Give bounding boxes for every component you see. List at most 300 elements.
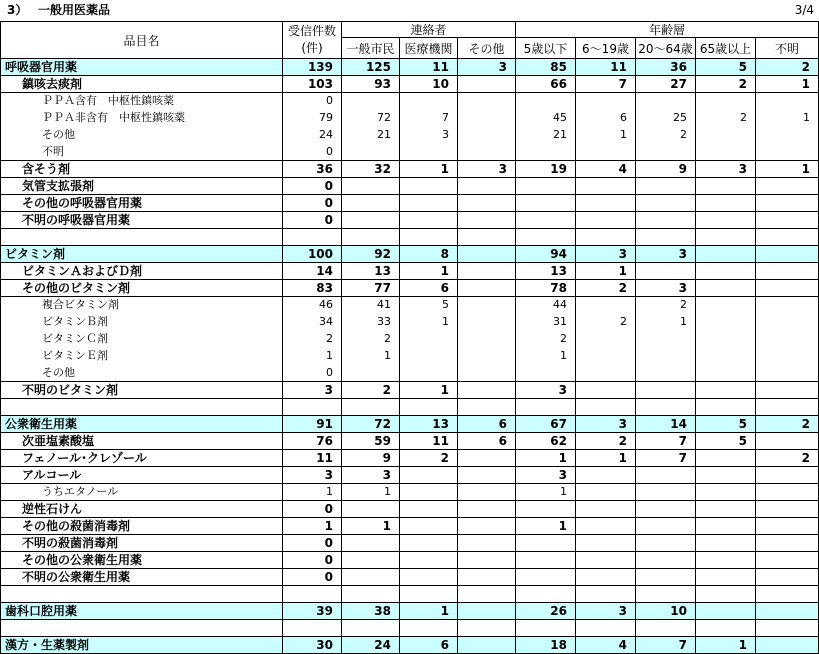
header-age-20-64: 20～64歳 bbox=[636, 38, 696, 59]
age-5-under-cell: 19 bbox=[516, 161, 576, 178]
received-count-cell: 34 bbox=[283, 314, 342, 331]
age-unknown-cell bbox=[756, 93, 819, 110]
age-5-under-cell: 26 bbox=[516, 603, 576, 620]
received-count-cell: 46 bbox=[283, 297, 342, 314]
age-5-under-cell: 62 bbox=[516, 433, 576, 450]
title-bar bbox=[0, 0, 819, 21]
received-count-cell: 3 bbox=[283, 382, 342, 399]
age-5-under-cell bbox=[516, 144, 576, 161]
age-5-under-cell bbox=[516, 212, 576, 229]
empty-cell bbox=[516, 586, 576, 603]
age-6-19-cell: 1 bbox=[576, 127, 636, 144]
item-name-cell: 複合ビタミン剤 bbox=[0, 297, 283, 314]
received-count-cell: 0 bbox=[283, 144, 342, 161]
header-received-count bbox=[283, 21, 342, 59]
contact-other-cell bbox=[458, 246, 516, 263]
contact-medical-cell bbox=[400, 501, 458, 518]
age-65-over-cell bbox=[696, 263, 756, 280]
age-6-19-cell bbox=[576, 518, 636, 535]
age-6-19-cell: 2 bbox=[576, 314, 636, 331]
contact-public-cell bbox=[342, 178, 400, 195]
contact-public-cell: 9 bbox=[342, 450, 400, 467]
received-count-cell: 0 bbox=[283, 552, 342, 569]
contact-medical-cell bbox=[400, 535, 458, 552]
item-name-cell: 不明の呼吸器官用薬 bbox=[0, 212, 283, 229]
age-6-19-cell: 4 bbox=[576, 161, 636, 178]
empty-cell bbox=[342, 620, 400, 637]
age-20-64-cell bbox=[636, 535, 696, 552]
age-65-over-cell bbox=[696, 569, 756, 586]
received-count-cell: 1 bbox=[283, 348, 342, 365]
age-unknown-cell bbox=[756, 263, 819, 280]
age-unknown-cell bbox=[756, 314, 819, 331]
item-name-cell: ビタミンＢ剤 bbox=[0, 314, 283, 331]
age-65-over-cell bbox=[696, 535, 756, 552]
contact-other-cell bbox=[458, 569, 516, 586]
item-name-cell: 呼吸器官用薬 bbox=[0, 59, 283, 76]
age-65-over-cell bbox=[696, 195, 756, 212]
table-row bbox=[0, 467, 819, 484]
contact-other-cell bbox=[458, 552, 516, 569]
empty-cell bbox=[636, 586, 696, 603]
age-6-19-cell bbox=[576, 552, 636, 569]
age-6-19-cell: 7 bbox=[576, 76, 636, 93]
received-count-cell: 0 bbox=[283, 212, 342, 229]
empty-cell bbox=[0, 586, 283, 603]
age-20-64-cell bbox=[636, 484, 696, 501]
item-name-cell: 含そう剤 bbox=[0, 161, 283, 178]
table-row bbox=[0, 178, 819, 195]
item-name-cell: 鎮咳去痰剤 bbox=[0, 76, 283, 93]
contact-medical-cell: 7 bbox=[400, 110, 458, 127]
contact-public-cell: 1 bbox=[342, 348, 400, 365]
contact-medical-cell: 11 bbox=[400, 59, 458, 76]
table-row bbox=[0, 127, 819, 144]
age-65-over-cell bbox=[696, 144, 756, 161]
contact-other-cell bbox=[458, 637, 516, 654]
received-count-cell: 0 bbox=[283, 365, 342, 382]
contact-public-cell bbox=[342, 93, 400, 110]
section-number: 3） bbox=[7, 3, 28, 17]
contact-medical-cell bbox=[400, 93, 458, 110]
empty-cell bbox=[0, 229, 283, 246]
table-body bbox=[0, 59, 819, 654]
age-unknown-cell: 2 bbox=[756, 416, 819, 433]
category-row bbox=[0, 416, 819, 433]
item-name-cell: ビタミンＡおよびＤ剤 bbox=[0, 263, 283, 280]
received-count-cell: 14 bbox=[283, 263, 342, 280]
age-65-over-cell bbox=[696, 552, 756, 569]
contact-medical-cell bbox=[400, 212, 458, 229]
contact-other-cell bbox=[458, 93, 516, 110]
received-count-cell: 0 bbox=[283, 195, 342, 212]
empty-cell bbox=[756, 620, 819, 637]
item-name-cell: 次亜塩素酸塩 bbox=[0, 433, 283, 450]
age-5-under-cell: 94 bbox=[516, 246, 576, 263]
age-65-over-cell bbox=[696, 127, 756, 144]
age-5-under-cell bbox=[516, 178, 576, 195]
item-name-cell: うちエタノール bbox=[0, 484, 283, 501]
empty-cell bbox=[516, 620, 576, 637]
contact-other-cell bbox=[458, 144, 516, 161]
empty-cell bbox=[400, 586, 458, 603]
age-5-under-cell bbox=[516, 569, 576, 586]
contact-public-cell: 77 bbox=[342, 280, 400, 297]
age-20-64-cell bbox=[636, 518, 696, 535]
age-5-under-cell: 1 bbox=[516, 518, 576, 535]
age-65-over-cell bbox=[696, 603, 756, 620]
table-row bbox=[0, 110, 819, 127]
age-unknown-cell bbox=[756, 433, 819, 450]
table-row bbox=[0, 518, 819, 535]
contact-public-cell bbox=[342, 535, 400, 552]
page-number: 3/4 bbox=[794, 3, 814, 17]
empty-cell bbox=[342, 399, 400, 416]
received-count-cell: 0 bbox=[283, 535, 342, 552]
item-name-cell: ＰＰＡ非含有 中枢性鎮咳薬 bbox=[0, 110, 283, 127]
contact-other-cell bbox=[458, 382, 516, 399]
age-5-under-cell: 78 bbox=[516, 280, 576, 297]
contact-public-cell: 38 bbox=[342, 603, 400, 620]
age-6-19-cell bbox=[576, 365, 636, 382]
received-count-cell: 1 bbox=[283, 518, 342, 535]
empty-cell bbox=[283, 620, 342, 637]
empty-cell bbox=[458, 586, 516, 603]
table-row bbox=[0, 212, 819, 229]
age-6-19-cell bbox=[576, 297, 636, 314]
age-6-19-cell bbox=[576, 93, 636, 110]
age-20-64-cell bbox=[636, 501, 696, 518]
contact-public-cell: 125 bbox=[342, 59, 400, 76]
age-20-64-cell: 9 bbox=[636, 161, 696, 178]
received-count-cell: 30 bbox=[283, 637, 342, 654]
contact-public-cell: 41 bbox=[342, 297, 400, 314]
age-6-19-cell bbox=[576, 178, 636, 195]
contact-public-cell: 72 bbox=[342, 416, 400, 433]
empty-cell bbox=[283, 229, 342, 246]
received-count-cell: 0 bbox=[283, 569, 342, 586]
item-name-cell: 公衆衛生用薬 bbox=[0, 416, 283, 433]
age-20-64-cell bbox=[636, 348, 696, 365]
contact-medical-cell: 1 bbox=[400, 314, 458, 331]
age-5-under-cell bbox=[516, 195, 576, 212]
header-contact-other: その他 bbox=[458, 38, 516, 59]
contact-other-cell bbox=[458, 280, 516, 297]
table-row bbox=[0, 161, 819, 178]
empty-cell bbox=[283, 586, 342, 603]
contact-other-cell bbox=[458, 348, 516, 365]
age-20-64-cell bbox=[636, 467, 696, 484]
age-5-under-cell bbox=[516, 93, 576, 110]
contact-other-cell bbox=[458, 501, 516, 518]
received-count-cell: 76 bbox=[283, 433, 342, 450]
spacer-row bbox=[0, 586, 819, 603]
contact-other-cell: 6 bbox=[458, 433, 516, 450]
empty-cell bbox=[576, 229, 636, 246]
age-6-19-cell bbox=[576, 569, 636, 586]
header-age-5-under: 5歳以下 bbox=[516, 38, 576, 59]
age-65-over-cell: 5 bbox=[696, 59, 756, 76]
contact-medical-cell: 1 bbox=[400, 382, 458, 399]
age-20-64-cell: 3 bbox=[636, 280, 696, 297]
contact-other-cell bbox=[458, 331, 516, 348]
age-20-64-cell bbox=[636, 569, 696, 586]
contact-medical-cell bbox=[400, 331, 458, 348]
received-count-cell: 36 bbox=[283, 161, 342, 178]
received-count-cell: 1 bbox=[283, 484, 342, 501]
contact-medical-cell bbox=[400, 144, 458, 161]
received-count-cell: 100 bbox=[283, 246, 342, 263]
age-20-64-cell: 36 bbox=[636, 59, 696, 76]
age-20-64-cell bbox=[636, 144, 696, 161]
table-row bbox=[0, 365, 819, 382]
contact-medical-cell bbox=[400, 484, 458, 501]
age-unknown-cell bbox=[756, 297, 819, 314]
empty-cell bbox=[516, 399, 576, 416]
table-row bbox=[0, 348, 819, 365]
section-title: 一般用医薬品 bbox=[38, 3, 111, 17]
item-name-cell: その他のビタミン剤 bbox=[0, 280, 283, 297]
empty-cell bbox=[458, 229, 516, 246]
category-row bbox=[0, 59, 819, 76]
age-65-over-cell: 5 bbox=[696, 416, 756, 433]
item-name-cell: ビタミン剤 bbox=[0, 246, 283, 263]
age-5-under-cell: 67 bbox=[516, 416, 576, 433]
contact-public-cell: 2 bbox=[342, 331, 400, 348]
age-5-under-cell: 21 bbox=[516, 127, 576, 144]
contact-public-cell: 13 bbox=[342, 263, 400, 280]
age-5-under-cell: 18 bbox=[516, 637, 576, 654]
age-6-19-cell: 3 bbox=[576, 603, 636, 620]
age-6-19-cell: 11 bbox=[576, 59, 636, 76]
table-row bbox=[0, 280, 819, 297]
age-unknown-cell bbox=[756, 603, 819, 620]
age-unknown-cell: 1 bbox=[756, 110, 819, 127]
empty-cell bbox=[516, 229, 576, 246]
received-count-cell: 3 bbox=[283, 467, 342, 484]
contact-public-cell: 1 bbox=[342, 484, 400, 501]
age-5-under-cell: 2 bbox=[516, 331, 576, 348]
contact-medical-cell bbox=[400, 518, 458, 535]
age-20-64-cell: 3 bbox=[636, 246, 696, 263]
age-65-over-cell bbox=[696, 365, 756, 382]
age-65-over-cell bbox=[696, 450, 756, 467]
age-65-over-cell bbox=[696, 178, 756, 195]
age-6-19-cell: 3 bbox=[576, 416, 636, 433]
age-6-19-cell bbox=[576, 484, 636, 501]
age-20-64-cell: 7 bbox=[636, 433, 696, 450]
age-5-under-cell: 31 bbox=[516, 314, 576, 331]
header-age-6-19: 6～19歳 bbox=[576, 38, 636, 59]
age-65-over-cell bbox=[696, 297, 756, 314]
table-row bbox=[0, 433, 819, 450]
contact-public-cell: 3 bbox=[342, 467, 400, 484]
received-count-cell: 2 bbox=[283, 331, 342, 348]
contact-medical-cell bbox=[400, 552, 458, 569]
contact-medical-cell bbox=[400, 467, 458, 484]
contact-other-cell bbox=[458, 518, 516, 535]
contact-public-cell bbox=[342, 212, 400, 229]
age-unknown-cell bbox=[756, 178, 819, 195]
age-20-64-cell: 25 bbox=[636, 110, 696, 127]
age-6-19-cell bbox=[576, 195, 636, 212]
age-unknown-cell bbox=[756, 535, 819, 552]
item-name-cell: フェノール･クレゾール bbox=[0, 450, 283, 467]
contact-medical-cell: 6 bbox=[400, 280, 458, 297]
empty-cell bbox=[696, 620, 756, 637]
received-count-cell: 11 bbox=[283, 450, 342, 467]
table-row bbox=[0, 569, 819, 586]
item-name-cell: その他の呼吸器官用薬 bbox=[0, 195, 283, 212]
age-unknown-cell bbox=[756, 348, 819, 365]
age-unknown-cell: 1 bbox=[756, 161, 819, 178]
age-20-64-cell bbox=[636, 93, 696, 110]
age-5-under-cell: 1 bbox=[516, 450, 576, 467]
contact-other-cell: 3 bbox=[458, 161, 516, 178]
age-unknown-cell bbox=[756, 365, 819, 382]
contact-other-cell bbox=[458, 212, 516, 229]
table-row bbox=[0, 450, 819, 467]
table-row bbox=[0, 382, 819, 399]
age-20-64-cell: 10 bbox=[636, 603, 696, 620]
header-received-count-unit: (件) bbox=[301, 41, 323, 55]
item-name-cell: 歯科口腔用薬 bbox=[0, 603, 283, 620]
contact-public-cell: 32 bbox=[342, 161, 400, 178]
age-65-over-cell bbox=[696, 246, 756, 263]
contact-medical-cell: 8 bbox=[400, 246, 458, 263]
empty-cell bbox=[400, 229, 458, 246]
age-6-19-cell: 3 bbox=[576, 246, 636, 263]
empty-cell bbox=[283, 399, 342, 416]
contact-public-cell bbox=[342, 552, 400, 569]
contact-other-cell bbox=[458, 127, 516, 144]
age-65-over-cell: 3 bbox=[696, 161, 756, 178]
age-65-over-cell bbox=[696, 518, 756, 535]
age-20-64-cell: 27 bbox=[636, 76, 696, 93]
empty-cell bbox=[0, 399, 283, 416]
contact-medical-cell: 1 bbox=[400, 603, 458, 620]
age-65-over-cell: 1 bbox=[696, 637, 756, 654]
age-6-19-cell bbox=[576, 382, 636, 399]
contact-public-cell: 21 bbox=[342, 127, 400, 144]
received-count-cell: 0 bbox=[283, 178, 342, 195]
age-20-64-cell: 7 bbox=[636, 637, 696, 654]
table-row bbox=[0, 297, 819, 314]
item-name-cell: 不明の公衆衛生用薬 bbox=[0, 569, 283, 586]
age-65-over-cell bbox=[696, 331, 756, 348]
contact-medical-cell: 6 bbox=[400, 637, 458, 654]
age-6-19-cell: 1 bbox=[576, 263, 636, 280]
item-name-cell: 逆性石けん bbox=[0, 501, 283, 518]
age-20-64-cell bbox=[636, 263, 696, 280]
contact-public-cell: 2 bbox=[342, 382, 400, 399]
age-unknown-cell bbox=[756, 144, 819, 161]
contact-medical-cell bbox=[400, 365, 458, 382]
contact-other-cell bbox=[458, 195, 516, 212]
item-name-cell: 不明 bbox=[0, 144, 283, 161]
age-6-19-cell: 1 bbox=[576, 450, 636, 467]
age-unknown-cell bbox=[756, 518, 819, 535]
age-unknown-cell bbox=[756, 552, 819, 569]
category-row bbox=[0, 246, 819, 263]
contact-public-cell: 1 bbox=[342, 518, 400, 535]
age-20-64-cell: 7 bbox=[636, 450, 696, 467]
contact-public-cell bbox=[342, 195, 400, 212]
age-5-under-cell: 3 bbox=[516, 467, 576, 484]
age-unknown-cell bbox=[756, 212, 819, 229]
age-6-19-cell bbox=[576, 331, 636, 348]
empty-cell bbox=[756, 586, 819, 603]
age-5-under-cell bbox=[516, 365, 576, 382]
age-5-under-cell bbox=[516, 501, 576, 518]
age-5-under-cell: 1 bbox=[516, 348, 576, 365]
age-6-19-cell bbox=[576, 501, 636, 518]
age-65-over-cell: 5 bbox=[696, 433, 756, 450]
age-65-over-cell bbox=[696, 467, 756, 484]
empty-cell bbox=[696, 399, 756, 416]
table-row bbox=[0, 552, 819, 569]
age-5-under-cell: 1 bbox=[516, 484, 576, 501]
header-age-65-over: 65歳以上 bbox=[696, 38, 756, 59]
age-unknown-cell bbox=[756, 501, 819, 518]
item-name-cell: アルコール bbox=[0, 467, 283, 484]
contact-public-cell: 33 bbox=[342, 314, 400, 331]
header-contact-group: 連絡者 bbox=[342, 21, 516, 38]
contact-medical-cell bbox=[400, 348, 458, 365]
received-count-cell: 83 bbox=[283, 280, 342, 297]
age-5-under-cell: 44 bbox=[516, 297, 576, 314]
age-unknown-cell: 1 bbox=[756, 76, 819, 93]
contact-public-cell bbox=[342, 365, 400, 382]
contact-other-cell bbox=[458, 365, 516, 382]
contact-other-cell bbox=[458, 467, 516, 484]
age-6-19-cell bbox=[576, 144, 636, 161]
contact-other-cell bbox=[458, 314, 516, 331]
age-65-over-cell bbox=[696, 348, 756, 365]
empty-cell bbox=[636, 229, 696, 246]
received-count-cell: 103 bbox=[283, 76, 342, 93]
age-5-under-cell: 45 bbox=[516, 110, 576, 127]
received-count-cell: 91 bbox=[283, 416, 342, 433]
contact-medical-cell: 2 bbox=[400, 450, 458, 467]
age-unknown-cell bbox=[756, 331, 819, 348]
age-6-19-cell bbox=[576, 212, 636, 229]
age-6-19-cell: 2 bbox=[576, 280, 636, 297]
age-6-19-cell: 4 bbox=[576, 637, 636, 654]
table-row bbox=[0, 535, 819, 552]
header-item-name: 品目名 bbox=[0, 21, 283, 59]
spacer-row bbox=[0, 620, 819, 637]
contact-public-cell: 59 bbox=[342, 433, 400, 450]
table-header bbox=[0, 21, 819, 59]
age-unknown-cell: 2 bbox=[756, 450, 819, 467]
age-unknown-cell: 2 bbox=[756, 59, 819, 76]
received-count-cell: 79 bbox=[283, 110, 342, 127]
age-6-19-cell: 2 bbox=[576, 433, 636, 450]
contact-public-cell bbox=[342, 144, 400, 161]
item-name-cell: その他 bbox=[0, 127, 283, 144]
age-65-over-cell bbox=[696, 93, 756, 110]
contact-medical-cell bbox=[400, 195, 458, 212]
contact-public-cell: 24 bbox=[342, 637, 400, 654]
age-20-64-cell: 14 bbox=[636, 416, 696, 433]
table-row bbox=[0, 144, 819, 161]
age-unknown-cell bbox=[756, 280, 819, 297]
empty-cell bbox=[342, 229, 400, 246]
table-row bbox=[0, 501, 819, 518]
age-unknown-cell bbox=[756, 467, 819, 484]
contact-public-cell: 93 bbox=[342, 76, 400, 93]
